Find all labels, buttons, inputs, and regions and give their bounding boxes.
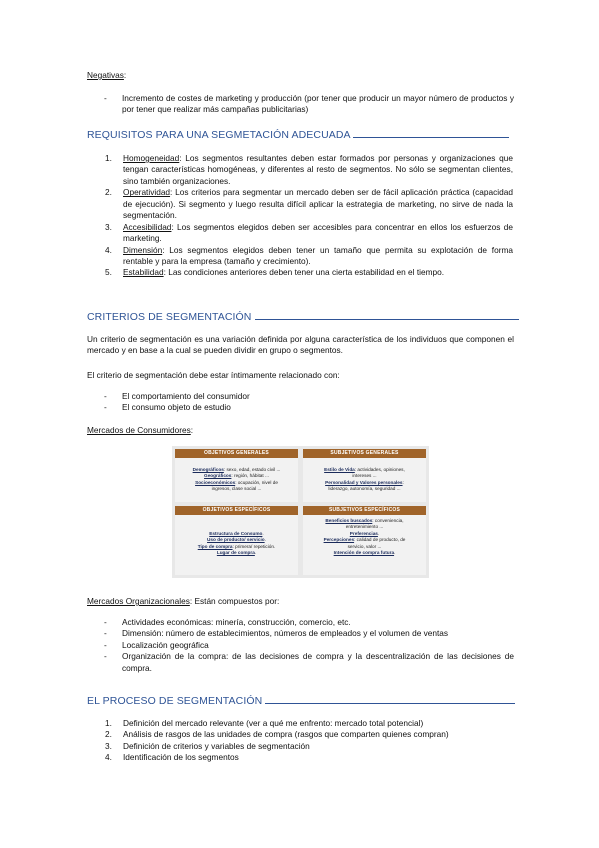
criterios-paragraph-2: El criterio de segmentación debe estar íntimamente relacionado con: xyxy=(87,370,340,380)
list-item: 2. Operatividad: Los criterios para segmentar un mercado deben ser de fácil aplicación práctica (capacidad de ejecución). Si segmento y luego resulta difícil aplicar la estrategia de marketing, no sirve de nada la segmentación. xyxy=(105,187,513,221)
segmentation-table-figure xyxy=(172,446,429,578)
organizacionales-list xyxy=(104,617,514,674)
list-item: - Localización geográfica xyxy=(104,639,209,650)
list-item: 3. Accesibilidad: Los segmentos elegidos deben ser accesibles para concentrar en ellos los esfuerzos de marketing. xyxy=(105,221,513,244)
criterios-list xyxy=(104,391,512,414)
section-heading-proceso: EL PROCESO DE SEGMENTACIÓN xyxy=(87,694,515,708)
list-item: 5. Estabilidad: Las condiciones anteriores deben tener una cierta estabilidad en el tiempo. xyxy=(105,267,445,278)
criterios-paragraph-1: Un criterio de segmentación es una variación definida por alguna característica de los individuos que componen el mercado y en base a la cual se pueden dividir en grupo o segmentos. xyxy=(87,334,514,356)
cell-text-subjetivos-especificos: Beneficios buscados: conveniencia, entretenimiento ... Preferencias. Percepciones: calidad de producto, de servicio, valor ... Intención de compra futura. xyxy=(323,518,406,556)
cell-text-objetivos-generales: Demográficos: sexo, edad, estado civil ... Geográficos: región, hábitat ... Socioeconómicos: ocupación, nivel de ingresos, clase social ... xyxy=(192,467,281,492)
list-item: 4. Dimensión: Los segmentos elegidos deben tener un tamaño que permita su explotación de forma rentable y para la empresa (tamaño y crecimiento). xyxy=(105,244,513,266)
list-item: 2. Análisis de rasgos de las unidades de compra (rasgos que comparten quienes compran) xyxy=(105,729,449,740)
cell-text-subjetivos-generales: Estilo de Vida: actividades, opiniones, intereses ... Personalidad y Valores personales: liderazgo, autonomía, seguridad ... xyxy=(324,467,405,492)
list-item: 4. Identificación de los segmentos xyxy=(105,752,239,763)
list-item: - El consumo objeto de estudio xyxy=(104,402,231,413)
list-item: - El comportamiento del consumidor xyxy=(104,391,250,401)
header-objetivos-especificos: OBJETIVOS ESPECÍFICOS xyxy=(175,506,298,515)
section-heading-requisitos: REQUISITOS PARA UNA SEGMETACIÓN ADECUADA xyxy=(87,128,509,142)
organizacionales-title: Mercados Organizacionales: Están compuestos por: xyxy=(87,596,280,606)
section-heading-criterios: CRITERIOS DE SEGMENTACIÓN xyxy=(87,310,519,324)
list-item: - Dimensión: número de establecimientos, números de empleados y el volumen de ventas xyxy=(104,628,449,639)
header-subjetivos-generales: SUBJETIVOS GENERALES xyxy=(303,449,426,458)
list-item: 3. Definición de criterios y variables de segmentación xyxy=(105,740,310,751)
proceso-list xyxy=(105,718,515,764)
negativas-list xyxy=(104,93,514,116)
header-objetivos-generales: OBJETIVOS GENERALES xyxy=(175,449,298,458)
list-item: 1. Definición del mercado relevante (ver a qué me enfrento: mercado total potencial) xyxy=(105,718,424,728)
header-subjetivos-especificos: SUBJETIVOS ESPECÍFICOS xyxy=(303,506,426,515)
list-item: - Actividades económicas: minería, construcción, comercio, etc. xyxy=(104,617,351,627)
list-item: 1. Homogeneidad: Los segmentos resultantes deben estar formados por personas y organizaciones que tengan características homogéneas, y diferentes al resto de segmentos. No sólo se segmentan clientes, sino también organizaciones. xyxy=(105,153,513,186)
consumidores-title: Mercados de Consumidores: xyxy=(87,425,194,435)
negativas-title: Negativas: xyxy=(87,70,127,80)
list-item: - Organización de la compra: de las decisiones de compra y la descentralización de las decisiones de compra. xyxy=(104,651,514,673)
requisitos-list xyxy=(105,153,513,279)
cell-text-objetivos-especificos: Estructura de Consumo. Uso de producto/ servicio. Tipo de compra: primera/ repetición. Lugar de compra. xyxy=(197,531,276,556)
list-item: - Incremento de costes de marketing y producción (por tener que producir un mayor número de productos y por tener que realizar más campañas publicitarias) xyxy=(104,93,514,115)
